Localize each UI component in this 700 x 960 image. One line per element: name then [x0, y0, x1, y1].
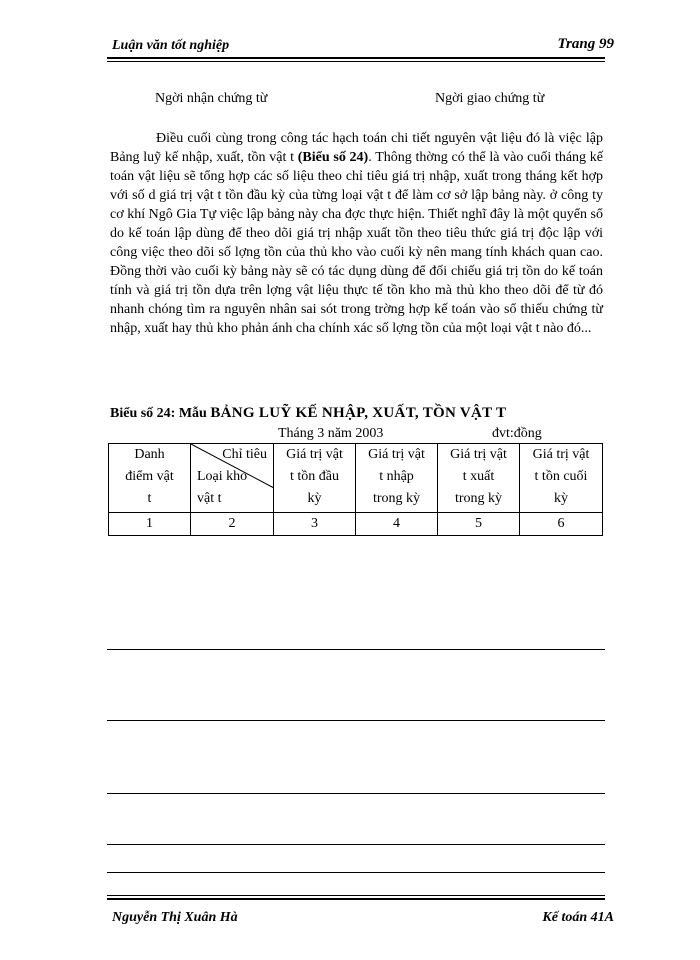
col-number: 6	[520, 513, 603, 536]
ledger-template-table	[108, 443, 603, 536]
receiver-signature-label: Ngời nhận chứng từ	[155, 91, 268, 106]
col-header-issued-value: Giá trị vật t xuất trong kỳ	[438, 444, 520, 513]
footer-author: Nguyễn Thị Xuân Hà	[112, 910, 238, 925]
footer-rule-thin	[107, 895, 605, 896]
header-rule-thin	[107, 61, 605, 62]
header-left: Luận văn tốt nghiệp	[112, 38, 230, 53]
col-number: 3	[274, 513, 356, 536]
header-rule-thick	[107, 57, 605, 59]
header-page-number: Trang 99	[557, 36, 614, 52]
body-reference: (Biểu số 24)	[297, 150, 369, 165]
diag-top-label: Chỉ tiêu	[222, 447, 267, 462]
col-header-closing-value: Giá trị vật t tồn cuối kỳ	[520, 444, 603, 513]
col-number: 2	[191, 513, 274, 536]
blank-line	[107, 649, 605, 650]
col-header-received-value: Giá trị vật t nhập trong kỳ	[356, 444, 438, 513]
footer-rule-thick	[107, 898, 605, 900]
blank-line	[107, 844, 605, 845]
caption-unit: đvt:đồng	[492, 426, 542, 441]
caption-title: BẢNG LUỸ KẾ NHẬP, XUẤT, TỒN VẬT T	[210, 405, 507, 421]
body-paragraph	[110, 129, 603, 338]
diag-bottom-label: Loại kho vật t	[197, 469, 248, 506]
blank-line	[107, 872, 605, 873]
blank-line	[107, 793, 605, 794]
table-caption	[110, 405, 506, 422]
blank-line	[107, 720, 605, 721]
body-intro: Điều cuối cùng trong công tác hạch toán chi tiết nguyên vật liệu đó là việc lập Bảng luỹ kế nhập, xuất, tồn vật t	[110, 131, 603, 165]
col-number: 4	[356, 513, 438, 536]
table-header-row	[109, 444, 603, 513]
col-header-diagonal	[191, 444, 274, 513]
footer-class: Kế toán 41A	[542, 910, 614, 925]
col-number: 1	[109, 513, 191, 536]
col-header-item-code: Danh điểm vật t	[109, 444, 191, 513]
table-number-row	[109, 513, 603, 536]
col-number: 5	[438, 513, 520, 536]
body-rest: . Thông thờng có thể là vào cuối tháng kế toán vật liệu sẽ tổng hợp các số liệu theo chỉ tiêu giá trị nhập, xuất trong tháng kết hợp với số d giá trị vật t tồn đầu kỳ của từng loại vật t để làm cơ sở lập bảng này. ở công ty cơ khí Ngô Gia Tự việc lập bảng này cha đợc thực hiện. Thiết nghĩ đây là một quyển sổ do kế toán lập dùng để theo dõi giá trị nhập xuất tồn theo tiêu thức giá trị độc lập với công việc theo dõi số lợng tồn của thủ kho vào cuối kỳ nên mang tính khách quan cao. Đồng thời vào cuối kỳ bảng này sẽ có tác dụng dùng để đối chiếu giá trị tồn do kế toán tính và giá trị tồn dựa trên lợng vật liệu thực tế tồn kho mà thủ kho theo dõi để từ đó nhanh chóng tìm ra nguyên nhân sai sót trong trờng hợp kế toán vào sổ thiếu chứng từ nhập, xuất hay thủ kho phản ánh cha chính xác số lợng tồn của một loại vật t nào đó...	[110, 150, 604, 336]
giver-signature-label: Ngời giao chứng từ	[435, 91, 545, 106]
caption-month: Tháng 3 năm 2003	[278, 426, 384, 441]
caption-prefix: Biểu số 24: Mẫu	[110, 406, 207, 421]
col-header-opening-value: Giá trị vật t tồn đầu kỳ	[274, 444, 356, 513]
